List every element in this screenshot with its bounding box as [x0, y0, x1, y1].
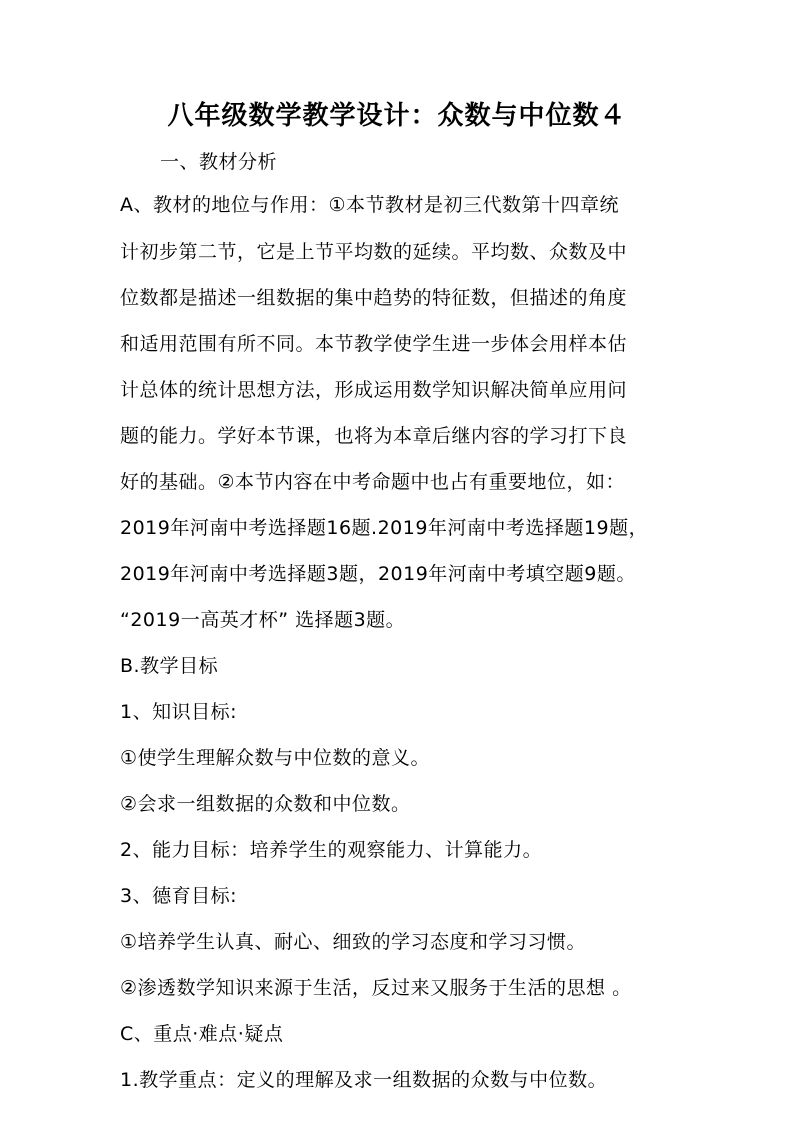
list-item: 1、知识目标:	[120, 701, 237, 723]
paragraph-line: 好的基础。②本节内容在中考命题中也占有重要地位，如：	[120, 471, 626, 493]
paragraph-line: 计初步第二节，它是上节平均数的延续。平均数、众数及中	[120, 241, 628, 263]
list-item: 2、能力目标：培养学生的观察能力、计算能力。	[120, 839, 543, 861]
paragraph-line: 计总体的统计思想方法，形成运用数学知识解决简单应用问	[120, 379, 628, 401]
section-heading-key-points: C、重点·难点·疑点	[120, 1023, 284, 1045]
section-heading-teaching-goals: B.教学目标	[120, 655, 219, 677]
list-item: 1.教学重点：定义的理解及求一组数据的众数与中位数。	[120, 1069, 608, 1091]
paragraph-line: 2019年河南中考选择题3题，2019年河南中考填空题9题。	[120, 563, 636, 585]
section-heading-textbook-analysis: 一、教材分析	[160, 151, 278, 173]
list-item: 3、德育目标:	[120, 885, 237, 907]
paragraph-line: “2019一高英才杯” 选择题3题。	[120, 609, 406, 631]
list-item: ①培养学生认真、耐心、细致的学习态度和学习习惯。	[120, 931, 587, 953]
paragraph-line: 位数都是描述一组数据的集中趋势的特征数，但描述的角度	[120, 287, 628, 309]
list-item: ②渗透数学知识来源于生活，反过来又服务于生活的思想 。	[120, 977, 632, 999]
paragraph-line: 和适用范围有所不同。本节教学使学生进一步体会用样本估	[120, 333, 628, 355]
document-title: 八年级数学教学设计：众数与中位数４	[167, 101, 627, 131]
list-item: ②会求一组数据的众数和中位数。	[120, 793, 411, 815]
paragraph-line: 题的能力。学好本节课，也将为本章后继内容的学习打下良	[120, 425, 628, 447]
paragraph-line: A、教材的地位与作用：①本节教材是初三代数第十四章统	[120, 194, 620, 216]
list-item: ①使学生理解众数与中位数的意义。	[120, 747, 431, 769]
paragraph-line: 2019年河南中考选择题16题.2019年河南中考选择题19题，	[120, 517, 649, 539]
